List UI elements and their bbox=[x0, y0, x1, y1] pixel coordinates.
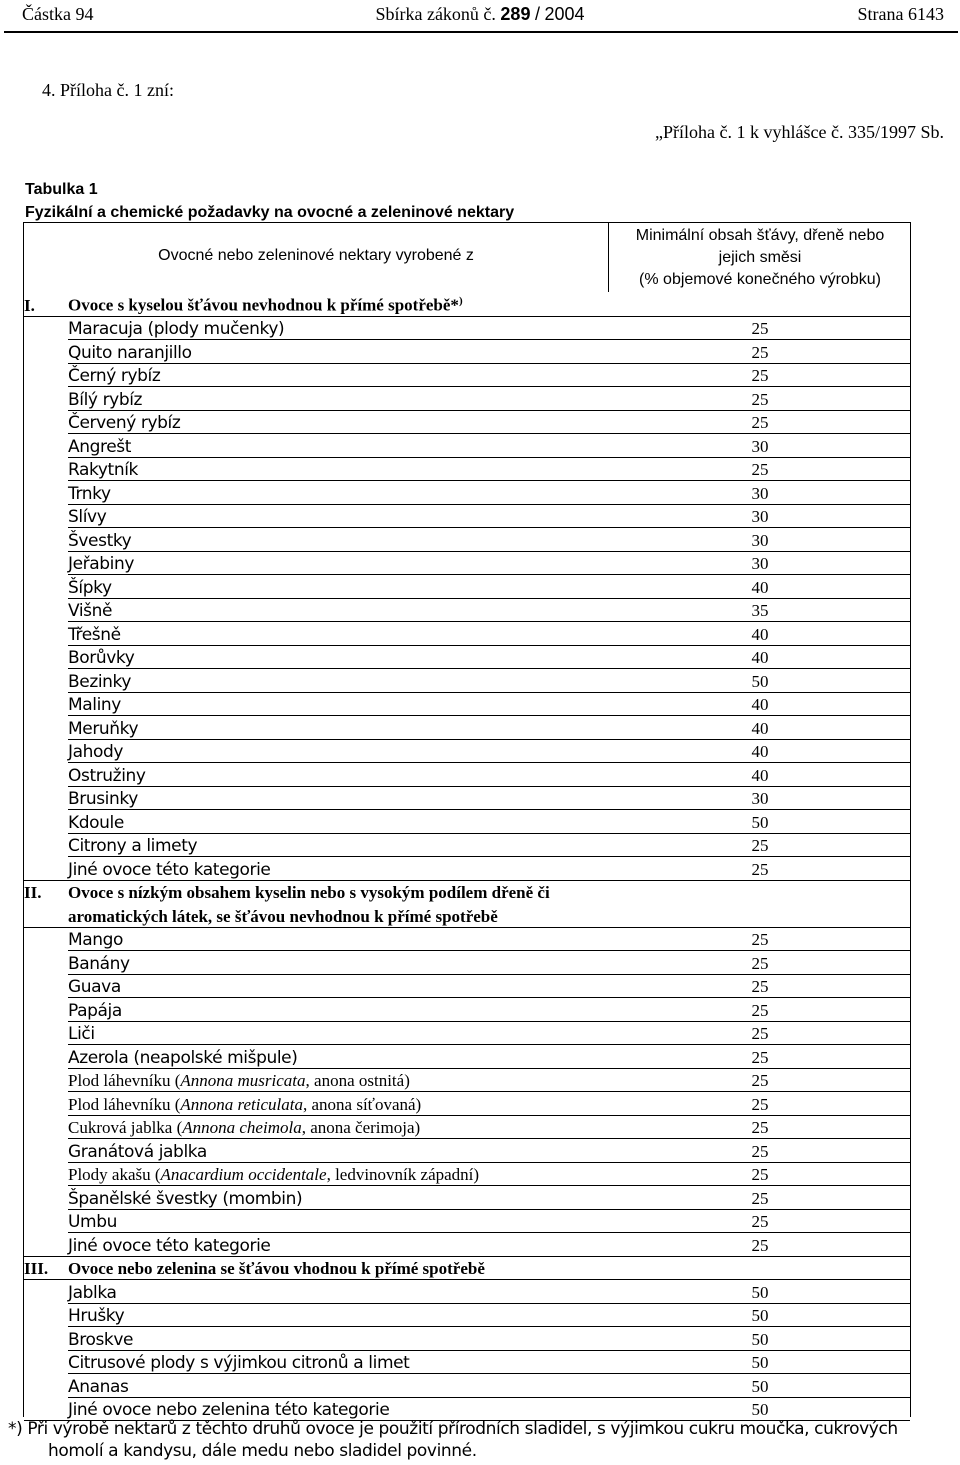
table-row bbox=[24, 951, 910, 975]
category-row bbox=[24, 1257, 910, 1281]
item-name: Maliny bbox=[68, 695, 121, 715]
item-value: 40 bbox=[751, 648, 769, 667]
table-row bbox=[24, 1163, 910, 1187]
table-border-top bbox=[23, 222, 911, 223]
item-name: Černý rybíz bbox=[68, 366, 161, 386]
item-name: Šípky bbox=[68, 577, 112, 598]
item-name bbox=[68, 1095, 421, 1115]
item-value: 30 bbox=[751, 507, 769, 526]
item-name: Jiné ovoce této kategorie bbox=[68, 1235, 271, 1256]
item-value: 25 bbox=[751, 1047, 769, 1067]
table-row bbox=[24, 1327, 910, 1351]
table-row bbox=[24, 834, 910, 858]
header-collection-prefix: Sbírka zákonů č. bbox=[375, 4, 496, 24]
item-name bbox=[68, 1165, 479, 1185]
column-header-line: jejich směsi bbox=[718, 249, 802, 266]
item-name-part: , anona čerimoja) bbox=[301, 1118, 421, 1137]
header-rule bbox=[4, 31, 958, 33]
item-value: 25 bbox=[751, 930, 769, 949]
item-name: Citrony a limety bbox=[68, 836, 198, 856]
item-name: Granátová jablka bbox=[68, 1141, 207, 1162]
table-row bbox=[24, 387, 910, 411]
item-value: 25 bbox=[751, 1188, 769, 1208]
category-numeral: I. bbox=[24, 295, 35, 315]
table-row bbox=[24, 528, 910, 552]
item-name: Višně bbox=[68, 601, 113, 621]
table-row bbox=[24, 763, 910, 787]
column-header-min-content bbox=[609, 225, 911, 291]
item-value: 50 bbox=[751, 1353, 769, 1372]
item-name: Ananas bbox=[68, 1376, 129, 1397]
table-row bbox=[24, 340, 910, 364]
item-name: Červený rybíz bbox=[68, 413, 181, 433]
item-name-part: Plody akašu ( bbox=[68, 1165, 161, 1184]
column-header-product: Ovocné nebo zeleninové nektary vyrobené z bbox=[158, 247, 474, 264]
table-row bbox=[24, 928, 910, 952]
item-value: 25 bbox=[751, 389, 769, 409]
table-row bbox=[24, 599, 910, 623]
table-row bbox=[24, 575, 910, 599]
table-row bbox=[24, 317, 910, 341]
table-row bbox=[24, 998, 910, 1022]
item-latin-name: Annona cheimola bbox=[182, 1118, 302, 1137]
item-name: Guava bbox=[68, 977, 121, 997]
item-name: Jablka bbox=[68, 1282, 117, 1303]
header-collection-slash: / bbox=[534, 4, 540, 24]
table-row bbox=[24, 1045, 910, 1069]
item-name-part: , anona síťovaná) bbox=[303, 1094, 422, 1114]
item-value: 40 bbox=[751, 695, 769, 714]
item-name: Jahody bbox=[68, 742, 124, 762]
header-page-number: Strana 6143 bbox=[857, 4, 944, 24]
item-name: Azerola (neapolské mišpule) bbox=[68, 1047, 298, 1068]
table-row bbox=[24, 716, 910, 740]
table-row bbox=[24, 1351, 910, 1375]
item-name-part: , ledvinovník západní) bbox=[326, 1165, 480, 1184]
table-border-right bbox=[910, 222, 911, 1417]
header-collection-year: 2004 bbox=[544, 4, 585, 24]
item-name: Banány bbox=[68, 953, 130, 974]
header-part: Částka 94 bbox=[22, 4, 94, 24]
table-row bbox=[24, 1116, 910, 1140]
item-value: 30 bbox=[751, 789, 769, 808]
item-value: 25 bbox=[751, 1118, 769, 1137]
item-name: Brusinky bbox=[68, 789, 138, 809]
footnote-line: *) Při výrobě nektarů z těchto druhů ovoce je použití přírodních sladidel, s výjimkou cukru moučka, cukrových bbox=[8, 1419, 898, 1439]
item-name bbox=[68, 1118, 420, 1138]
section-intro: 4. Příloha č. 1 zní: bbox=[42, 80, 174, 100]
category-title: Ovoce nebo zelenina se šťávou vhodnou k přímé spotřebě bbox=[68, 1259, 485, 1278]
item-value: 25 bbox=[751, 342, 769, 362]
item-name: Maracuja (plody mučenky) bbox=[68, 319, 285, 339]
table-row bbox=[24, 1210, 910, 1234]
item-value: 50 bbox=[751, 1376, 769, 1396]
table-row bbox=[24, 810, 910, 834]
table-title: Fyzikální a chemické požadavky na ovocné a zeleninové nektary bbox=[25, 204, 515, 221]
category-title: aromatických látek, se šťávou nevhodnou k přímé spotřebě bbox=[68, 906, 498, 926]
category-numeral: III. bbox=[24, 1259, 49, 1278]
item-value: 30 bbox=[751, 436, 769, 456]
item-value: 50 bbox=[751, 1329, 769, 1349]
item-name: Bezinky bbox=[68, 671, 132, 692]
table-row bbox=[24, 646, 910, 670]
item-value: 25 bbox=[751, 1071, 769, 1090]
table-row bbox=[24, 411, 910, 435]
item-name: Jiné ovoce této kategorie bbox=[68, 859, 271, 880]
item-name: Jiné ovoce nebo zelenina této kategorie bbox=[68, 1400, 390, 1420]
item-value: 25 bbox=[751, 460, 769, 479]
item-value: 25 bbox=[751, 1094, 769, 1114]
item-value: 25 bbox=[751, 413, 769, 432]
table-row bbox=[24, 669, 910, 693]
item-latin-name: Anacardium occidentale bbox=[160, 1165, 327, 1184]
header-collection-number: 289 bbox=[500, 4, 531, 24]
item-value: 25 bbox=[751, 1235, 769, 1255]
item-value: 25 bbox=[751, 366, 769, 385]
item-name: Slívy bbox=[68, 507, 107, 527]
item-value: 30 bbox=[751, 554, 769, 573]
item-value: 50 bbox=[751, 812, 769, 832]
item-name: Rakytník bbox=[68, 460, 138, 480]
item-name: Broskve bbox=[68, 1329, 134, 1350]
item-name: Umbu bbox=[68, 1212, 117, 1232]
item-name-part: Cukrová jablka ( bbox=[68, 1118, 183, 1137]
item-latin-name: Annona musricata bbox=[180, 1071, 306, 1090]
item-name: Papája bbox=[68, 1000, 122, 1021]
table-label: Tabulka 1 bbox=[25, 181, 98, 198]
item-name-part: , anona ostnitá) bbox=[305, 1071, 410, 1090]
column-header-line: (% objemové konečného výrobku) bbox=[639, 271, 881, 288]
table-row bbox=[24, 1022, 910, 1046]
table-row bbox=[24, 458, 910, 482]
item-value: 50 bbox=[751, 1306, 769, 1325]
table-row bbox=[24, 622, 910, 646]
footnote-marker: ) bbox=[458, 294, 463, 307]
table-row bbox=[24, 787, 910, 811]
column-header-line: Minimální obsah šťávy, dřeně nebo bbox=[635, 227, 885, 244]
item-value: 40 bbox=[751, 577, 769, 597]
table-row bbox=[24, 434, 910, 458]
item-value: 25 bbox=[751, 836, 769, 855]
annex-reference: „Příloha č. 1 k vyhlášce č. 335/1997 Sb. bbox=[655, 122, 944, 142]
table-row bbox=[24, 1280, 910, 1304]
table-row bbox=[24, 364, 910, 388]
item-value: 40 bbox=[751, 718, 769, 738]
item-value: 25 bbox=[751, 319, 769, 338]
table-row bbox=[24, 740, 910, 764]
category-row bbox=[24, 881, 910, 928]
item-name: Španělské švestky (mombin) bbox=[68, 1188, 303, 1209]
item-name: Hrušky bbox=[68, 1306, 125, 1326]
page-header bbox=[0, 0, 960, 30]
category-numeral: II. bbox=[24, 883, 42, 902]
item-value: 50 bbox=[751, 671, 769, 691]
item-value: 30 bbox=[751, 483, 769, 503]
item-name: Citrusové plody s výjimkou citronů a limet bbox=[68, 1353, 410, 1373]
header-collection bbox=[0, 4, 960, 25]
item-name: Trnky bbox=[68, 483, 111, 504]
table-row bbox=[24, 1069, 910, 1093]
item-name: Třešně bbox=[68, 624, 121, 645]
table-row bbox=[24, 693, 910, 717]
table-row bbox=[24, 857, 910, 881]
item-value: 25 bbox=[751, 859, 769, 879]
table-row bbox=[24, 1092, 910, 1116]
item-name: Ostružiny bbox=[68, 765, 146, 786]
footnote-line: homolí a kandysu, dále medu nebo sladidel povinné. bbox=[48, 1441, 477, 1461]
item-name: Kdoule bbox=[68, 812, 124, 833]
item-name: Švestky bbox=[68, 530, 132, 551]
item-value: 25 bbox=[751, 1141, 769, 1161]
category-title: Ovoce s nízkým obsahem kyselin nebo s vysokým podílem dřeně či bbox=[68, 883, 550, 902]
item-name: Jeřabiny bbox=[68, 554, 135, 574]
table-row bbox=[24, 505, 910, 529]
item-name: Angrešt bbox=[68, 436, 131, 457]
table-row bbox=[24, 481, 910, 505]
item-name: Liči bbox=[68, 1024, 95, 1044]
item-value: 40 bbox=[751, 742, 769, 761]
item-name: Quito naranjillo bbox=[68, 342, 192, 363]
table-row bbox=[24, 552, 910, 576]
item-value: 30 bbox=[751, 530, 769, 550]
item-value: 25 bbox=[751, 1024, 769, 1043]
table-row bbox=[24, 1304, 910, 1328]
category-row bbox=[24, 293, 910, 317]
item-name-part: Plod láhevníku ( bbox=[68, 1071, 181, 1090]
item-value: 25 bbox=[751, 953, 769, 973]
category-title: Ovoce s kyselou šťávou nevhodnou k přímé spotřebě*) bbox=[68, 294, 463, 315]
table-row bbox=[24, 1186, 910, 1210]
table-row bbox=[24, 975, 910, 999]
item-latin-name: Annona reticulata bbox=[180, 1094, 303, 1114]
item-name: Meruňky bbox=[68, 718, 139, 739]
item-name: Borůvky bbox=[68, 648, 135, 668]
table-row bbox=[24, 1233, 910, 1257]
item-name bbox=[68, 1071, 410, 1091]
table-row bbox=[24, 1139, 910, 1163]
item-value: 50 bbox=[751, 1400, 769, 1419]
item-value: 25 bbox=[751, 1000, 769, 1020]
item-value: 40 bbox=[751, 765, 769, 785]
item-value: 25 bbox=[751, 1165, 769, 1184]
item-value: 25 bbox=[751, 1212, 769, 1231]
item-value: 50 bbox=[751, 1282, 769, 1302]
table-row bbox=[24, 1374, 910, 1398]
item-name-part: Plod láhevníku ( bbox=[68, 1094, 181, 1114]
item-value: 25 bbox=[751, 977, 769, 996]
item-value: 40 bbox=[751, 624, 769, 644]
footnote bbox=[8, 1418, 948, 1462]
item-name: Bílý rybíz bbox=[68, 389, 143, 410]
item-name: Mango bbox=[68, 930, 124, 950]
item-value: 35 bbox=[751, 601, 769, 620]
